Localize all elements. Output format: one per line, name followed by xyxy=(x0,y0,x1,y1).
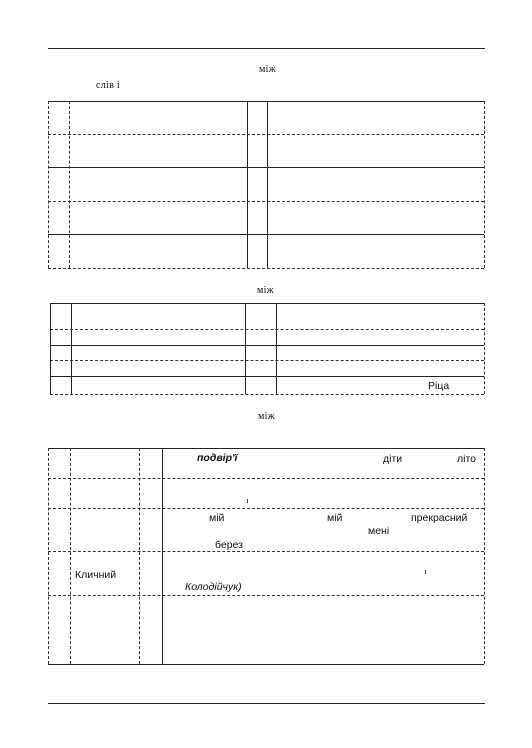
top-page-rule xyxy=(48,48,485,49)
row4-mark xyxy=(425,570,426,574)
row1-word-diti: діти xyxy=(383,453,403,465)
row1-word-lito: літо xyxy=(457,453,476,465)
row3-word-4: мені xyxy=(368,525,390,537)
row2-mark xyxy=(247,499,248,503)
section1-subcaption: слів і xyxy=(96,80,121,91)
row1-bold-word: подвір'ї xyxy=(197,452,238,464)
row4-label: Кличний xyxy=(75,569,117,581)
section3-caption: між xyxy=(258,411,275,422)
section1-caption: між xyxy=(259,64,276,75)
section2-caption: між xyxy=(257,285,274,296)
row3-word-3: прекрасний xyxy=(411,512,468,524)
row4-author: Колодійчук) xyxy=(185,581,242,593)
row3-word-1: мій xyxy=(209,512,225,524)
row3-word-2: мій xyxy=(327,512,343,524)
table2-last-row-text: Ріца xyxy=(428,380,450,392)
row3-word-5: берез xyxy=(215,539,243,551)
bottom-page-rule xyxy=(48,703,485,704)
